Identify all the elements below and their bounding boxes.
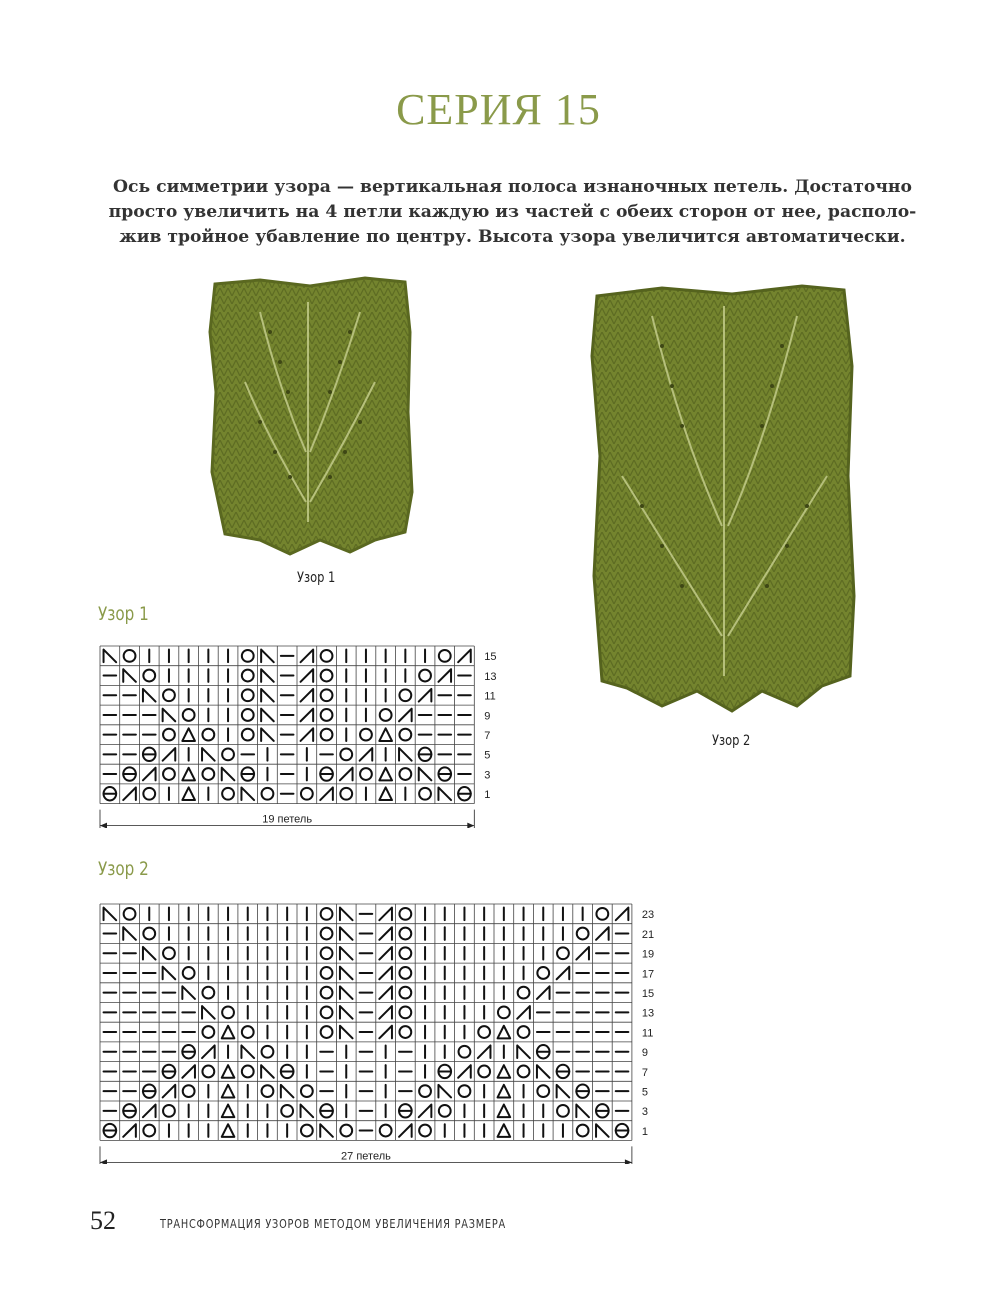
- stitch-symbol: [518, 1066, 530, 1078]
- stitch-symbol: [163, 748, 176, 761]
- stitch-symbol: [222, 1085, 235, 1098]
- chart-row: [104, 787, 471, 800]
- stitch-symbol: [419, 670, 431, 682]
- stitch-symbol: [242, 670, 254, 682]
- stitch-symbol: [262, 1085, 274, 1097]
- stitch-symbol: [340, 788, 352, 800]
- stitch-symbol: [124, 908, 136, 920]
- chart-row: [104, 908, 629, 921]
- stitch-symbol: [399, 1006, 411, 1018]
- stitch-symbol: [419, 788, 431, 800]
- stitch-symbol: [222, 1124, 235, 1137]
- stitch-symbol: [438, 669, 451, 682]
- row-number: 3: [484, 769, 491, 782]
- stitch-symbol: [419, 748, 432, 761]
- swatch-1-photo: [200, 272, 425, 562]
- stitch-symbol: [380, 1125, 392, 1137]
- row-number: 9: [641, 1047, 649, 1060]
- stitch-symbol: [301, 1085, 313, 1097]
- stitch-symbol: [163, 689, 175, 701]
- stitch-symbol: [163, 967, 176, 980]
- stitch-symbol: [163, 729, 175, 741]
- stitch-symbol: [379, 986, 392, 999]
- stitch-symbol: [123, 767, 136, 780]
- stitch-symbol: [321, 908, 333, 920]
- stitch-symbol: [301, 788, 313, 800]
- stitch-symbol: [143, 748, 156, 761]
- stitch-symbol: [261, 669, 274, 682]
- stitch-symbol: [478, 1066, 490, 1078]
- chart-row: [104, 1026, 629, 1039]
- stitch-symbol: [379, 947, 392, 960]
- stitch-symbol: [104, 650, 117, 663]
- stitch-symbol: [557, 947, 569, 959]
- chart-row: [104, 689, 471, 702]
- stitch-symbol: [379, 787, 392, 800]
- stitch-symbol: [222, 1105, 235, 1118]
- stitch-symbol: [360, 768, 372, 780]
- row-number: 5: [484, 749, 491, 762]
- stitch-symbol: [202, 1066, 214, 1078]
- stitch-symbol: [222, 768, 235, 781]
- stitch-symbol: [241, 767, 254, 780]
- stitch-symbol: [459, 1085, 471, 1097]
- stitch-symbol: [439, 650, 451, 662]
- page-title: СЕРИЯ 15: [396, 85, 601, 134]
- stitch-symbol: [182, 768, 195, 781]
- stitch-symbol: [321, 928, 333, 940]
- stitch-symbol: [557, 1065, 570, 1078]
- stitch-symbol: [537, 1045, 550, 1058]
- chart-row: [104, 1006, 629, 1019]
- stitch-symbol: [321, 947, 333, 959]
- stitch-symbol: [379, 768, 392, 781]
- stitch-symbol: [576, 1105, 589, 1118]
- row-number: 7: [641, 1066, 649, 1079]
- stitch-symbol: [104, 1124, 117, 1137]
- stitch-symbol: [143, 689, 156, 702]
- row-number: 3: [641, 1106, 649, 1119]
- chart-row: [104, 748, 471, 761]
- stitch-symbol: [183, 709, 195, 721]
- stitch-symbol: [537, 986, 550, 999]
- stitch-symbol: [399, 748, 412, 761]
- row-number: 11: [641, 1027, 654, 1040]
- stitch-symbol: [321, 689, 333, 701]
- stitch-symbol: [261, 689, 274, 702]
- stitch-symbol: [163, 1085, 176, 1098]
- stitch-symbol: [163, 1065, 176, 1078]
- stitch-symbol: [438, 1085, 451, 1098]
- stitch-symbol: [399, 987, 411, 999]
- row-number: 15: [484, 651, 497, 664]
- stitch-symbol: [163, 947, 175, 959]
- stitch-symbol: [242, 1066, 254, 1078]
- stitch-symbol: [340, 927, 353, 940]
- stitch-symbol: [321, 670, 333, 682]
- row-number: 13: [641, 1007, 655, 1020]
- stitch-symbol: [182, 787, 195, 800]
- stitch-symbol: [241, 787, 254, 800]
- chart-row: [104, 947, 629, 960]
- row-number: 21: [641, 928, 655, 941]
- stitch-symbol: [458, 650, 471, 663]
- stitch-symbol: [399, 709, 412, 722]
- stitch-symbol: [321, 967, 333, 979]
- row-number: 13: [484, 670, 497, 683]
- row-number: 23: [641, 909, 655, 922]
- stitch-symbol: [242, 689, 254, 701]
- chart-row: [104, 669, 471, 682]
- stitch-symbol: [183, 967, 195, 979]
- stitch-symbol: [557, 1105, 569, 1117]
- stitch-symbol: [143, 768, 156, 781]
- stitch-symbol: [379, 1006, 392, 1019]
- stitch-symbol: [182, 1065, 195, 1078]
- chart-row: [104, 1124, 629, 1137]
- stitch-symbol: [143, 1084, 156, 1097]
- stitch-symbol: [576, 947, 589, 960]
- stitch-symbol: [202, 768, 214, 780]
- chart-row: [104, 927, 629, 940]
- page-number: 52: [90, 1206, 116, 1235]
- stitch-symbol: [104, 908, 117, 921]
- stitch-symbol: [123, 927, 136, 940]
- stitch-symbol: [577, 928, 589, 940]
- stitch-symbol: [379, 1026, 392, 1039]
- chart-width-label: 27 петель: [341, 1150, 391, 1163]
- stitch-symbol: [182, 1045, 195, 1058]
- stitch-symbol: [124, 650, 136, 662]
- chart-row: [104, 728, 471, 741]
- swatch-2-photo: [582, 276, 867, 721]
- chart-row: [104, 967, 629, 980]
- stitch-symbol: [340, 947, 353, 960]
- stitch-symbol: [419, 689, 432, 702]
- stitch-symbol: [320, 1104, 333, 1117]
- stitch-symbol: [321, 987, 333, 999]
- stitch-symbol: [301, 689, 314, 702]
- stitch-symbol: [399, 1026, 411, 1038]
- chart-2-label: Узор 2: [98, 858, 149, 880]
- stitch-symbol: [380, 709, 392, 721]
- chart-row: [104, 650, 471, 663]
- stitch-symbol: [320, 767, 333, 780]
- stitch-symbol: [320, 1124, 333, 1137]
- stitch-symbol: [183, 1085, 195, 1097]
- stitch-symbol: [143, 947, 156, 960]
- stitch-symbol: [478, 1026, 490, 1038]
- stitch-symbol: [537, 1085, 549, 1097]
- stitch-symbol: [340, 908, 353, 921]
- stitch-symbol: [399, 729, 411, 741]
- row-number: 19: [641, 948, 655, 961]
- stitch-symbol: [123, 1104, 136, 1117]
- stitch-symbol: [143, 928, 155, 940]
- row-number: 15: [641, 987, 655, 1000]
- stitch-symbol: [321, 650, 333, 662]
- stitch-symbol: [222, 748, 234, 760]
- stitch-symbol: [340, 768, 353, 781]
- stitch-symbol: [576, 1084, 589, 1097]
- row-number: 1: [641, 1125, 649, 1138]
- stitch-symbol: [419, 1085, 431, 1097]
- stitch-symbol: [518, 987, 530, 999]
- stitch-symbol: [419, 768, 432, 781]
- stitch-symbol: [321, 1006, 333, 1018]
- stitch-symbol: [321, 729, 333, 741]
- stitch-symbol: [379, 728, 392, 741]
- stitch-symbol: [379, 967, 392, 980]
- stitch-symbol: [301, 1105, 314, 1118]
- stitch-symbol: [360, 729, 372, 741]
- stitch-symbol: [222, 788, 234, 800]
- stitch-symbol: [379, 908, 392, 921]
- stitch-symbol: [459, 1046, 471, 1058]
- stitch-symbol: [163, 768, 175, 780]
- stitch-symbol: [242, 729, 254, 741]
- chart-row: [104, 1084, 629, 1097]
- stitch-symbol: [301, 669, 314, 682]
- stitch-symbol: [182, 986, 195, 999]
- stitch-symbol: [616, 1124, 629, 1137]
- stitch-symbol: [143, 670, 155, 682]
- stitch-symbol: [320, 787, 333, 800]
- stitch-symbol: [498, 1065, 511, 1078]
- stitch-symbol: [321, 709, 333, 721]
- stitch-symbol: [222, 1026, 235, 1039]
- stitch-symbol: [557, 967, 570, 980]
- stitch-symbol: [399, 1124, 412, 1137]
- stitch-symbol: [537, 1065, 550, 1078]
- stitch-symbol: [281, 1065, 294, 1078]
- stitch-symbol: [340, 1006, 353, 1019]
- row-number: 11: [484, 690, 496, 703]
- chart-row: [104, 1065, 629, 1078]
- stitch-symbol: [202, 1045, 215, 1058]
- stitch-symbol: [399, 689, 411, 701]
- stitch-symbol: [202, 987, 214, 999]
- row-number: 17: [641, 968, 655, 981]
- swatch-2-caption: Узор 2: [712, 733, 751, 749]
- stitch-symbol: [518, 1026, 530, 1038]
- stitch-symbol: [596, 1124, 609, 1137]
- stitch-symbol: [242, 650, 254, 662]
- stitch-symbol: [143, 1125, 155, 1137]
- intro-paragraph: Ось симметрии узора — вертикальная полоса изнаночных петель. Достаточно просто увеличить на 4 петли каждую из частей с обеих сторон от нее, располо-жив тройное убавление по центру. Высота узора увеличится автоматически.: [108, 177, 917, 247]
- stitch-symbol: [498, 1105, 511, 1118]
- stitch-symbol: [419, 1125, 431, 1137]
- chart-row: [104, 986, 629, 999]
- stitch-symbol: [242, 709, 254, 721]
- stitch-symbol: [261, 709, 274, 722]
- stitch-symbol: [321, 1026, 333, 1038]
- stitch-symbol: [577, 1125, 589, 1137]
- stitch-symbol: [202, 1006, 215, 1019]
- stitch-symbol: [399, 928, 411, 940]
- stitch-symbol: [104, 787, 117, 800]
- stitch-symbol: [301, 1125, 313, 1137]
- stitch-symbol: [301, 728, 314, 741]
- row-number: 1: [484, 789, 491, 802]
- stitch-symbol: [517, 1006, 530, 1019]
- stitch-symbol: [123, 669, 136, 682]
- chart-row: [104, 767, 471, 780]
- chart-width-label: 19 петель: [262, 813, 313, 826]
- stitch-symbol: [281, 1105, 293, 1117]
- stitch-symbol: [281, 1085, 294, 1098]
- stitch-symbol: [143, 1105, 156, 1118]
- stitch-symbol: [182, 728, 195, 741]
- stitch-symbol: [478, 1045, 491, 1058]
- stitch-symbol: [458, 787, 471, 800]
- stitch-symbol: [596, 1104, 609, 1117]
- stitch-symbol: [498, 1085, 511, 1098]
- stitch-symbol: [399, 768, 411, 780]
- stitch-symbol: [596, 908, 608, 920]
- stitch-symbol: [340, 1125, 352, 1137]
- stitch-symbol: [438, 767, 451, 780]
- stitch-symbol: [439, 1105, 451, 1117]
- row-number: 7: [484, 729, 491, 742]
- stitch-symbol: [498, 1026, 511, 1039]
- stitch-symbol: [557, 1085, 570, 1098]
- stitch-symbol: [399, 908, 411, 920]
- chart-1: [98, 644, 518, 828]
- stitch-symbol: [360, 748, 373, 761]
- stitch-symbol: [261, 728, 274, 741]
- stitch-symbol: [301, 650, 314, 663]
- stitch-symbol: [458, 1065, 471, 1078]
- stitch-symbol: [242, 1026, 254, 1038]
- row-number: 9: [484, 710, 491, 723]
- stitch-symbol: [498, 1124, 511, 1137]
- stitch-symbol: [419, 1105, 432, 1118]
- stitch-symbol: [438, 1065, 451, 1078]
- stitch-symbol: [222, 1006, 234, 1018]
- stitch-symbol: [163, 709, 176, 722]
- stitch-symbol: [202, 729, 214, 741]
- stitch-symbol: [517, 1045, 530, 1058]
- stitch-symbol: [222, 1065, 235, 1078]
- chart-row: [104, 1045, 629, 1058]
- stitch-symbol: [202, 748, 215, 761]
- stitch-symbol: [379, 927, 392, 940]
- chart-1-label: Узор 1: [98, 603, 149, 625]
- swatch-1-caption: Узор 1: [297, 570, 336, 586]
- stitch-symbol: [262, 788, 274, 800]
- stitch-symbol: [163, 1105, 175, 1117]
- stitch-symbol: [143, 788, 155, 800]
- chart-2: [98, 902, 678, 1164]
- stitch-symbol: [340, 967, 353, 980]
- stitch-symbol: [262, 1046, 274, 1058]
- stitch-symbol: [202, 1026, 214, 1038]
- chart-row: [104, 1104, 629, 1117]
- row-number: 5: [641, 1086, 649, 1099]
- chart-row: [104, 709, 471, 722]
- stitch-symbol: [261, 1065, 274, 1078]
- stitch-symbol: [399, 1104, 412, 1117]
- stitch-symbol: [537, 967, 549, 979]
- stitch-symbol: [498, 1006, 510, 1018]
- stitch-symbol: [241, 1045, 254, 1058]
- stitch-symbol: [399, 967, 411, 979]
- stitch-symbol: [123, 787, 136, 800]
- stitch-symbol: [123, 1124, 136, 1137]
- stitch-symbol: [261, 650, 274, 663]
- running-head: ТРАНСФОРМАЦИЯ УЗОРОВ МЕТОДОМ УВЕЛИЧЕНИЯ РАЗМЕРА: [160, 1216, 506, 1231]
- stitch-symbol: [438, 787, 451, 800]
- stitch-symbol: [340, 1026, 353, 1039]
- stitch-symbol: [399, 947, 411, 959]
- stitch-symbol: [340, 986, 353, 999]
- stitch-symbol: [616, 908, 629, 921]
- stitch-symbol: [340, 748, 352, 760]
- stitch-symbol: [596, 927, 609, 940]
- stitch-symbol: [301, 709, 314, 722]
